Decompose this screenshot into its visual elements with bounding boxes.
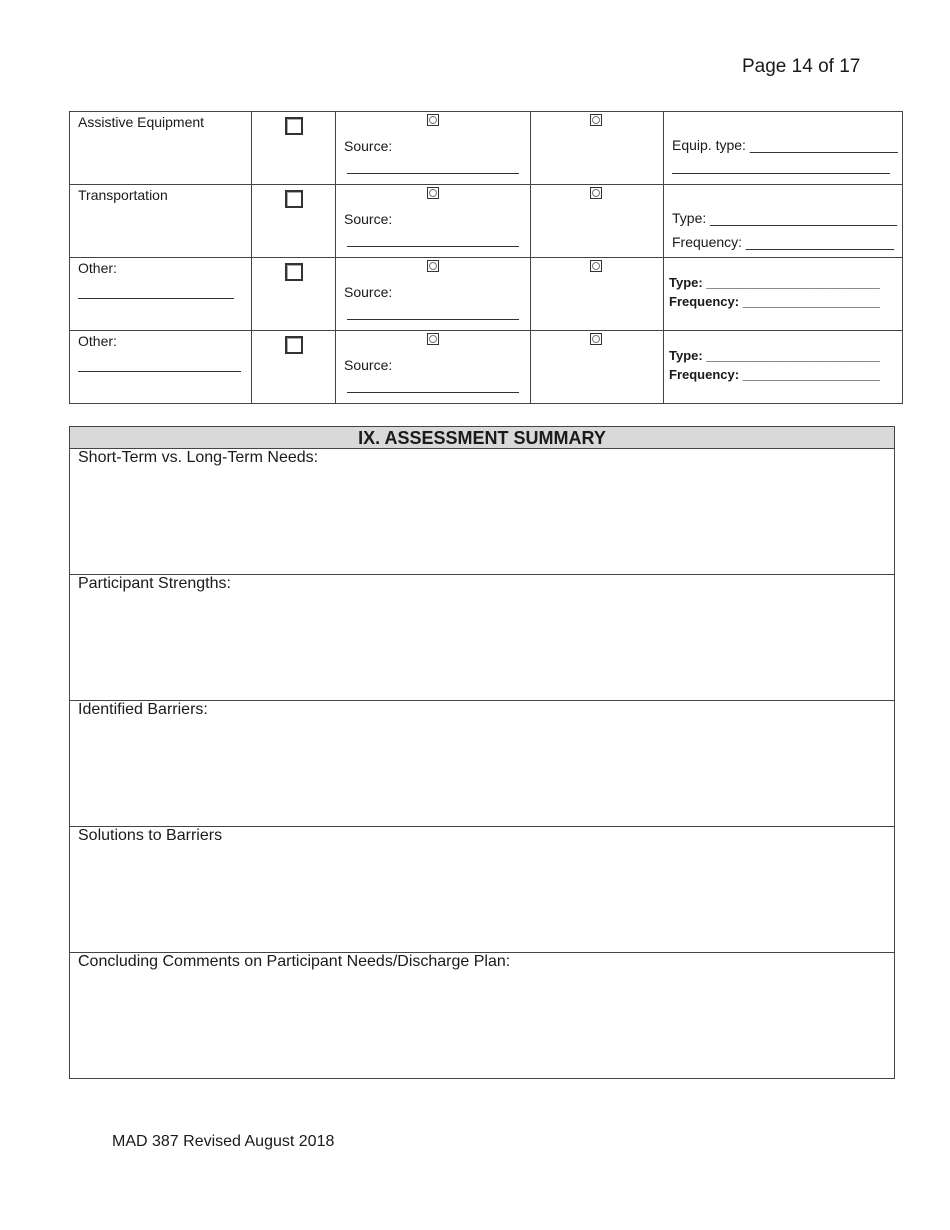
source-cell	[336, 331, 531, 404]
details-cell	[664, 331, 903, 404]
service-label: Other:	[78, 260, 117, 276]
field-label: Concluding Comments on Participant Needs/Discharge Plan:	[78, 953, 511, 970]
section-title: IX. ASSESSMENT SUMMARY	[70, 427, 894, 449]
type-field[interactable]: Type: ________________________	[669, 275, 880, 290]
frequency-field[interactable]: Frequency: ___________________	[669, 367, 881, 382]
needed-checkbox[interactable]	[285, 336, 303, 354]
field-label: Solutions to Barriers	[78, 827, 223, 844]
status-cell	[531, 112, 664, 185]
participant-strengths-field[interactable]	[70, 575, 894, 701]
source-cell	[336, 185, 531, 258]
needed-cell	[252, 112, 336, 185]
detail-line-1[interactable]: Equip. type: ___________________	[672, 137, 898, 153]
detail-line-2[interactable]	[672, 173, 890, 174]
field-label: Participant Strengths:	[78, 575, 231, 592]
type-field[interactable]: Type: ________________________	[669, 348, 880, 363]
needed-checkbox[interactable]	[285, 190, 303, 208]
other-specify-line[interactable]	[78, 298, 234, 299]
source-input-line[interactable]	[347, 319, 519, 320]
needed-checkbox[interactable]	[285, 263, 303, 281]
service-label: Transportation	[78, 187, 168, 203]
frequency-field[interactable]: Frequency: ___________________	[672, 234, 894, 250]
source-label: Source:	[344, 138, 393, 154]
service-label: Assistive Equipment	[78, 114, 205, 130]
source-input-line[interactable]	[347, 246, 519, 247]
source-radio[interactable]	[427, 333, 439, 345]
solutions-to-barriers-field[interactable]	[70, 827, 894, 953]
short-long-term-needs-field[interactable]	[70, 449, 894, 575]
service-label: Other:	[78, 333, 117, 349]
status-radio[interactable]	[590, 114, 602, 126]
needed-cell	[252, 331, 336, 404]
source-cell	[336, 112, 531, 185]
table-row	[70, 112, 903, 185]
needed-cell	[252, 258, 336, 331]
needed-cell	[252, 185, 336, 258]
field-label: Identified Barriers:	[78, 701, 208, 718]
source-radio[interactable]	[427, 114, 439, 126]
details-cell	[664, 258, 903, 331]
source-cell	[336, 258, 531, 331]
status-cell	[531, 185, 664, 258]
status-cell	[531, 331, 664, 404]
source-label: Source:	[344, 211, 393, 227]
page-number: Page 14 of 17	[742, 56, 861, 77]
status-radio[interactable]	[590, 187, 602, 199]
table-row	[70, 185, 903, 258]
source-radio[interactable]	[427, 260, 439, 272]
service-name-cell	[70, 185, 252, 258]
concluding-comments-field[interactable]	[70, 953, 894, 1078]
table-row	[70, 258, 903, 331]
assessment-summary	[69, 426, 895, 1079]
service-name-cell	[70, 112, 252, 185]
source-input-line[interactable]	[347, 173, 519, 174]
source-radio[interactable]	[427, 187, 439, 199]
source-input-line[interactable]	[347, 392, 519, 393]
form-footer: MAD 387 Revised August 2018	[112, 1133, 335, 1150]
services-table	[69, 111, 903, 404]
source-label: Source:	[344, 357, 393, 373]
details-cell	[664, 112, 903, 185]
source-label: Source:	[344, 284, 393, 300]
type-field[interactable]: Type: ________________________	[672, 210, 897, 226]
status-radio[interactable]	[590, 260, 602, 272]
details-cell	[664, 185, 903, 258]
other-specify-line[interactable]	[78, 371, 241, 372]
status-radio[interactable]	[590, 333, 602, 345]
needed-checkbox[interactable]	[285, 117, 303, 135]
identified-barriers-field[interactable]	[70, 701, 894, 827]
status-cell	[531, 258, 664, 331]
frequency-field[interactable]: Frequency: ___________________	[669, 294, 881, 309]
field-label: Short-Term vs. Long-Term Needs:	[78, 449, 319, 466]
service-name-cell	[70, 258, 252, 331]
table-row	[70, 331, 903, 404]
service-name-cell	[70, 331, 252, 404]
